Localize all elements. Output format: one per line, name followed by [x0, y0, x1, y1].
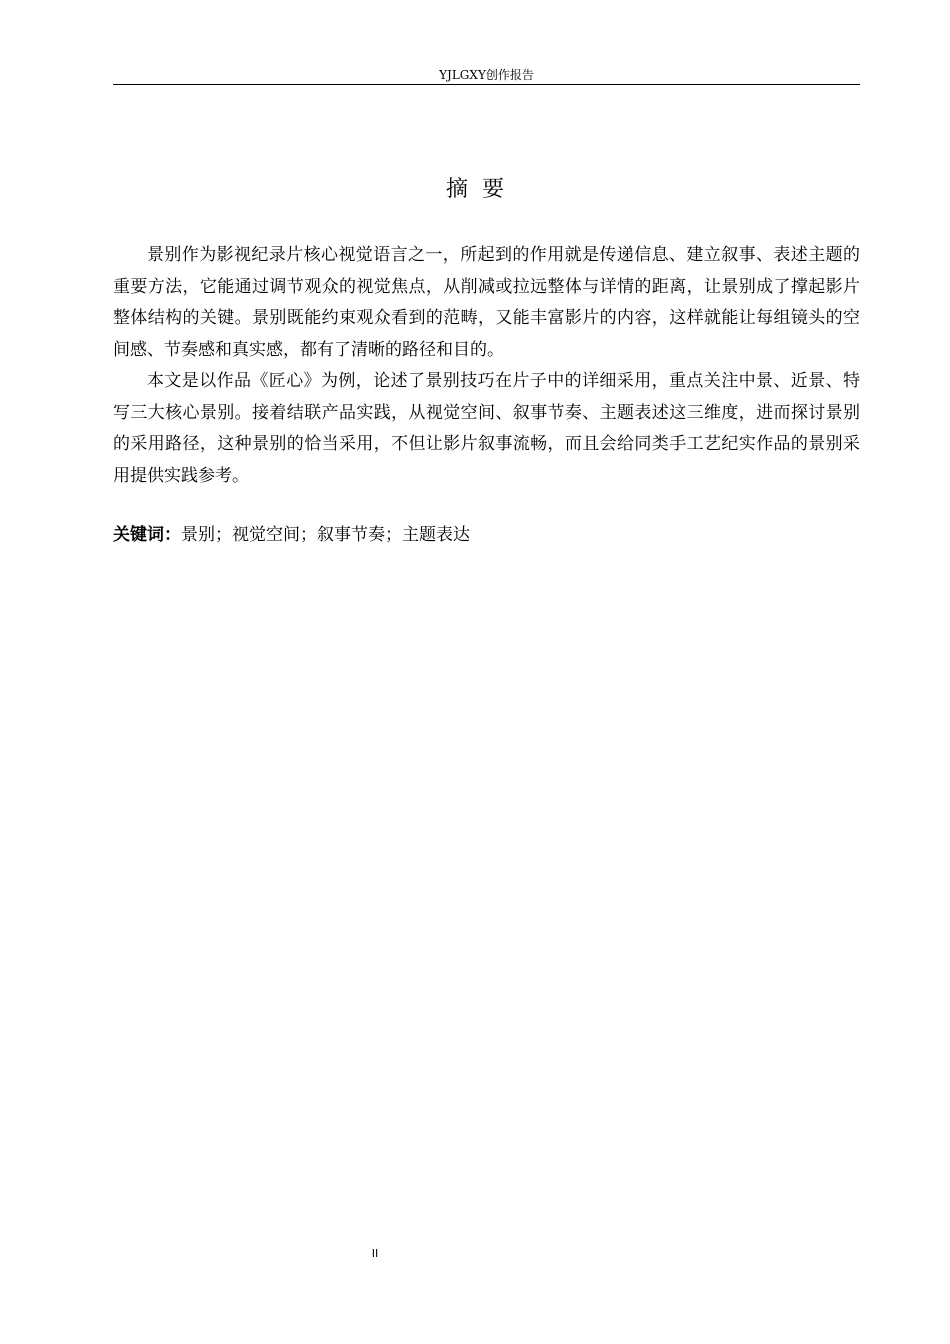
abstract-paragraph-1: 景别作为影视纪录片核心视觉语言之一，所起到的作用就是传递信息、建立叙事、表述主题的重要方法，它能通过调节观众的视觉焦点，从削减或拉远整体与详情的距离，让景别成了撑起影片整体结构的关键。景别既能约束观众看到的范畴，又能丰富影片的内容，这样就能让每组镜头的空间感、节奏感和真实感，都有了清晰的路径和目的。 — [113, 245, 860, 360]
abstract-title: 摘 要 — [446, 177, 504, 202]
abstract-paragraph-2: 本文是以作品《匠心》为例，论述了景别技巧在片子中的详细采用，重点关注中景、近景、特写三大核心景别。接着结联产品实践，从视觉空间、叙事节奏、主题表述这三维度，进而探讨景别的采用路径，这种景别的恰当采用，不但让影片叙事流畅，而且会给同类手工艺纪实作品的景别采用提供实践参考。 — [113, 371, 860, 486]
page-number: II — [371, 1247, 379, 1260]
header-text: YJLGXY创作报告 — [439, 68, 534, 82]
abstract-body — [113, 240, 860, 492]
keywords-value: 景别；视觉空间；叙事节奏；主题表达 — [181, 525, 470, 545]
keywords-label: 关键词： — [113, 525, 181, 545]
keywords-line — [113, 520, 860, 551]
page-header — [113, 66, 860, 85]
